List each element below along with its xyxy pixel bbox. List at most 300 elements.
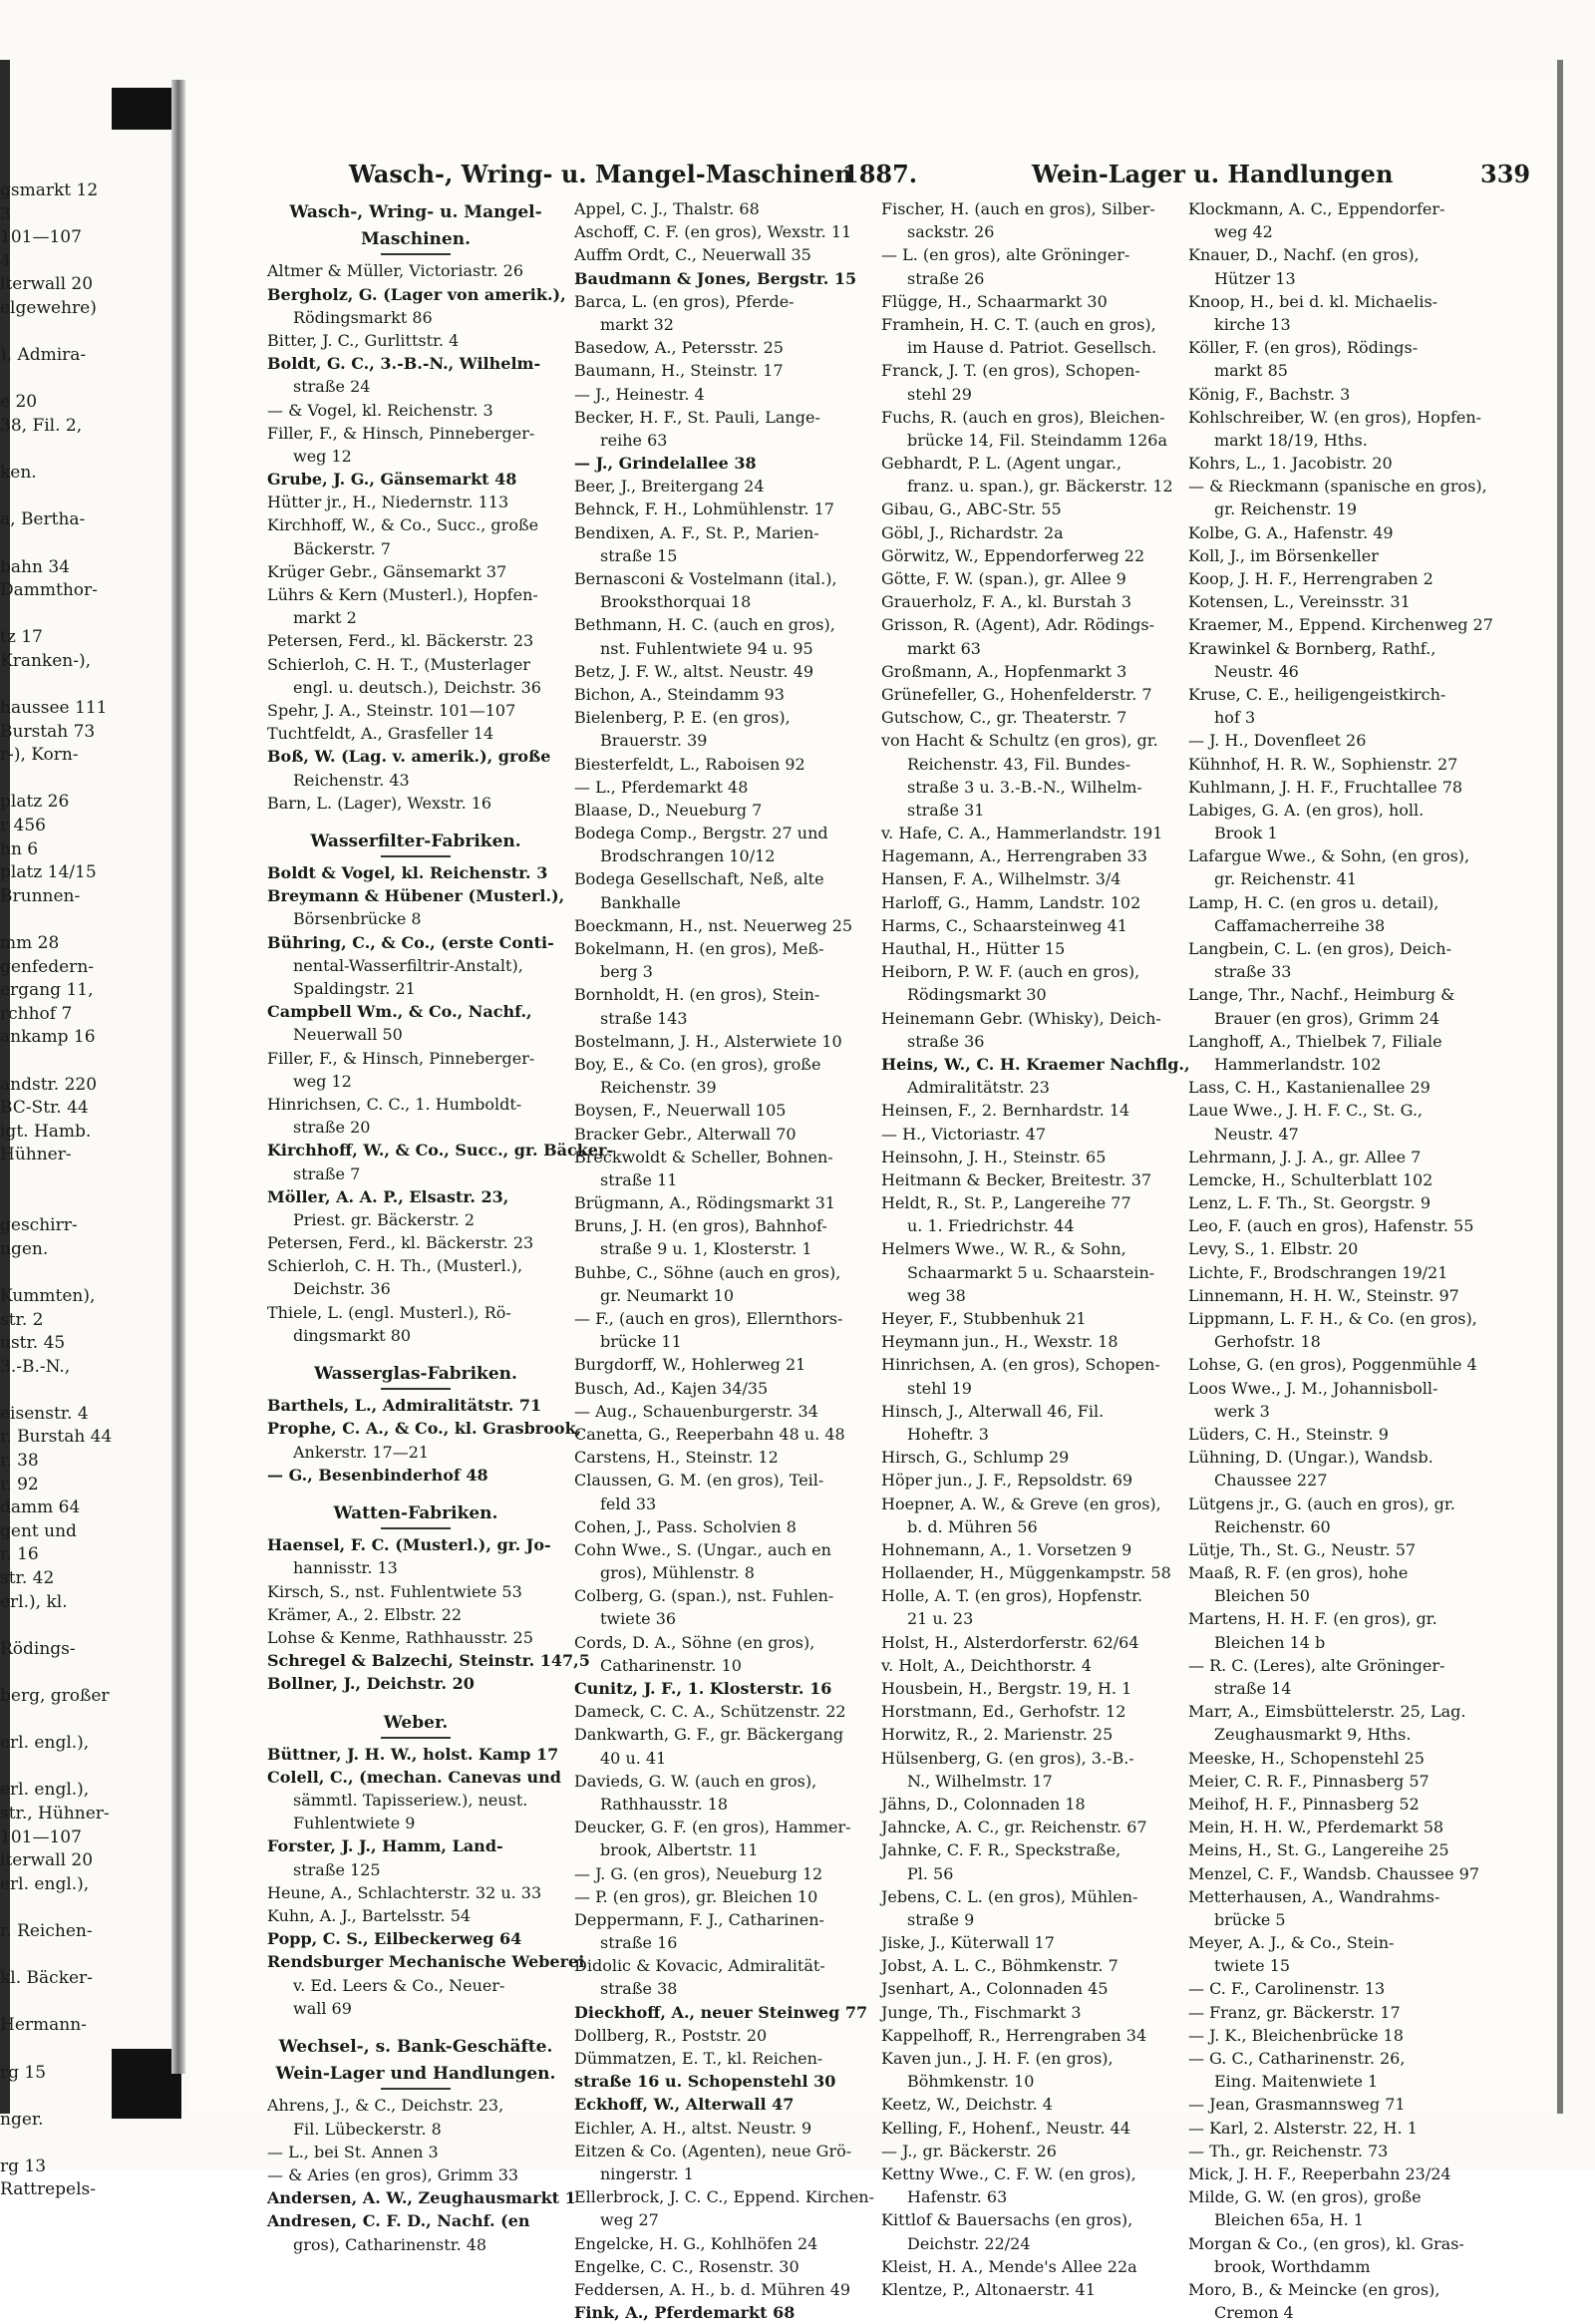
directory-entry: Jiske, J., Küterwall 17 <box>881 1933 1055 1953</box>
directory-entry: Dümmatzen, E. T., kl. Reichen- <box>574 2049 823 2068</box>
directory-entry-continuation: sämmtl. Tapisseriew.), neust. <box>293 1791 528 1811</box>
directory-entry: Hauthal, H., Hütter 15 <box>881 939 1066 958</box>
directory-entry: Hinrichsen, C. C., 1. Humboldt- <box>267 1094 522 1114</box>
previous-page-line: Kranken-), <box>0 650 92 671</box>
directory-entry: Behnck, F. H., Lohmühlenstr. 17 <box>574 499 834 519</box>
directory-entry-continuation: markt 63 <box>907 638 981 658</box>
directory-entry: Kraemer, M., Eppend. Kirchenweg 27 <box>1188 615 1493 635</box>
directory-entry: Jobst, A. L. C., Böhmkenstr. 7 <box>881 1956 1118 1976</box>
directory-entry-continuation: Zeughausmarkt 9, Hths. <box>1214 1725 1412 1745</box>
directory-entry: Petersen, Ferd., kl. Bäckerstr. 23 <box>267 631 534 651</box>
directory-entry-continuation: Brodschrangen 10/12 <box>600 846 776 866</box>
previous-page-line <box>0 2132 174 2156</box>
previous-page-line <box>0 2085 174 2109</box>
section-rule <box>381 253 451 255</box>
directory-entry: Fuchs, R. (auch en gros), Bleichen- <box>881 407 1165 427</box>
directory-entry: Martens, H. H. F. (en gros), gr. <box>1188 1609 1437 1629</box>
directory-entry: Housbein, H., Bergstr. 19, H. 1 <box>881 1679 1132 1698</box>
directory-entry: Lichte, F., Brodschrangen 19/21 <box>1188 1262 1448 1282</box>
directory-entry: — J. K., Bleichenbrücke 18 <box>1188 2025 1404 2045</box>
directory-entry-continuation: berg 3 <box>600 962 653 982</box>
previous-page-line <box>0 1756 174 1780</box>
directory-entry: Campbell Wm., & Co., Nachf., <box>267 1002 532 1022</box>
directory-entry: Kruse, C. E., heiligengeistkirch- <box>1188 684 1446 704</box>
section-heading: Weber. <box>383 1712 449 1733</box>
section-rule <box>381 1388 451 1390</box>
directory-entry-continuation: Bäckerstr. 7 <box>293 538 391 558</box>
directory-entry-continuation: Reichenstr. 60 <box>1214 1516 1331 1536</box>
directory-entry: Hinrichsen, A. (en gros), Schopen- <box>881 1355 1160 1375</box>
directory-entry: Moro, B., & Meincke (en gros), <box>1188 2279 1440 2299</box>
directory-entry: Cohen, J., Pass. Scholvien 8 <box>574 1516 797 1536</box>
directory-entry: Tuchtfeldt, A., Grasfeller 14 <box>267 724 494 744</box>
directory-entry-continuation: straße 9 <box>907 1909 975 1929</box>
directory-entry-continuation: brücke 11 <box>600 1332 682 1352</box>
directory-entry: Knauer, D., Nachf. (en gros), <box>1188 245 1420 265</box>
directory-entry: — J., Grindelallee 38 <box>574 454 757 474</box>
previous-page-line: igt. Hamb. <box>0 1121 92 1142</box>
directory-entry-continuation: straße 24 <box>293 377 371 397</box>
previous-page-line: erl. engl.), <box>0 1780 90 1801</box>
directory-entry: Koll, J., im Börsenkeller <box>1188 545 1379 565</box>
previous-page-line <box>0 532 174 556</box>
directory-entry: Menzel, C. F., Wandsb. Chaussee 97 <box>1188 1863 1480 1883</box>
directory-entry: — J. H., Dovenfleet 26 <box>1188 731 1367 751</box>
directory-entry-continuation: brücke 14, Fil. Steindamm 126a <box>907 430 1168 450</box>
directory-entry: Buhbe, C., Söhne (auch en gros), <box>574 1262 841 1282</box>
directory-entry: — L. (en gros), alte Gröninger- <box>881 245 1130 265</box>
directory-entry: Kotensen, L., Vereinsstr. 31 <box>1188 592 1411 612</box>
directory-entry: Davieds, G. W. (auch en gros), <box>574 1771 817 1791</box>
directory-entry: Kolbe, G. A., Hafenstr. 49 <box>1188 522 1394 542</box>
directory-entry-continuation: Catharinenstr. 10 <box>600 1655 742 1675</box>
directory-entry-continuation: Reichenstr. 43, Fil. Bundes- <box>907 754 1131 774</box>
directory-entry: Eichler, A. H., altst. Neustr. 9 <box>574 2118 812 2138</box>
directory-entry-continuation: straße 3 u. 3.-B.-N., Wilhelm- <box>907 777 1142 797</box>
directory-entry-continuation: Brook 1 <box>1214 824 1278 843</box>
directory-entry-continuation: nental-Wasserfiltrir-Anstalt), <box>293 955 523 975</box>
previous-page-line <box>0 1661 174 1685</box>
directory-entry-continuation: nst. Fuhlentwiete 94 u. 95 <box>600 638 813 658</box>
directory-entry: Linnemann, H. H. W., Steinstr. 97 <box>1188 1285 1459 1305</box>
directory-entry-continuation: straße 26 <box>907 268 985 288</box>
previous-page-line: lterwall 20 <box>0 1850 94 1871</box>
directory-entry: Boß, W. (Lag. v. amerik.), große <box>267 747 551 767</box>
header-left-title: Wasch-, Wring- u. Mangel-Maschinen <box>349 160 852 188</box>
directory-entry: Heymann jun., H., Wexstr. 18 <box>881 1332 1118 1352</box>
directory-entry: Bokelmann, H. (en gros), Meß- <box>574 939 824 958</box>
directory-entry: Bruns, J. H. (en gros), Bahnhof- <box>574 1216 827 1236</box>
directory-entry: Meins, H., St. G., Langereihe 25 <box>1188 1840 1449 1860</box>
directory-entry: Bendixen, A. F., St. P., Marien- <box>574 522 819 542</box>
directory-entry: Lippmann, L. F. H., & Co. (en gros), <box>1188 1309 1477 1328</box>
previous-page-line <box>0 908 174 932</box>
directory-entry: Bichon, A., Steindamm 93 <box>574 684 785 704</box>
previous-page-line: genfedern- <box>0 956 95 977</box>
section-spacer <box>267 1347 564 1359</box>
directory-entry: Krämer, A., 2. Elbstr. 22 <box>267 1604 463 1624</box>
directory-entry: Engelcke, H. G., Kohlhöfen 24 <box>574 2233 818 2253</box>
directory-entry: Barca, L. (en gros), Pferde- <box>574 291 795 311</box>
directory-entry: Kleist, H. A., Mende's Allee 22a <box>881 2256 1137 2276</box>
previous-page-line: damm 64 <box>0 1497 81 1518</box>
directory-entry: Großmann, A., Hopfenmarkt 3 <box>881 661 1127 681</box>
directory-entry: Loos Wwe., J. M., Johannisboll- <box>1188 1378 1438 1398</box>
directory-entry: Gutschow, C., gr. Theaterstr. 7 <box>881 708 1127 728</box>
directory-entry: Appel, C. J., Thalstr. 68 <box>574 199 760 218</box>
directory-entry-continuation: b. d. Mühren 56 <box>907 1516 1038 1536</box>
section-heading: Wechsel-, s. Bank-Geschäfte. <box>278 2036 553 2057</box>
directory-entry: Kirsch, S., nst. Fuhlentwiete 53 <box>267 1581 522 1601</box>
directory-entry: — L., Pferdemarkt 48 <box>574 777 749 797</box>
directory-entry-continuation: markt 2 <box>293 608 357 628</box>
directory-entry: — L., bei St. Annen 3 <box>267 2142 439 2161</box>
directory-entry-continuation: Fuhlentwiete 9 <box>293 1814 416 1833</box>
directory-entry: Kohrs, L., 1. Jacobistr. 20 <box>1188 454 1393 474</box>
previous-page-line: rchhof 7 <box>0 1003 73 1024</box>
previous-page-line: Rödings- <box>0 1638 76 1659</box>
directory-entry: Bitter, J. C., Gurlittstr. 4 <box>267 330 460 350</box>
directory-entry: Cunitz, J. F., 1. Klosterstr. 16 <box>574 1679 832 1698</box>
section-rule <box>381 2088 451 2090</box>
directory-entry: — Franz, gr. Bäckerstr. 17 <box>1188 2002 1401 2022</box>
directory-entry-continuation: Neustr. 46 <box>1214 661 1299 681</box>
directory-entry-continuation: u. 1. Friedrichstr. 44 <box>907 1216 1075 1236</box>
directory-entry: Jahnke, C. F. R., Speckstraße, <box>881 1840 1121 1860</box>
directory-entry: Heldt, R., St. P., Langereihe 77 <box>881 1193 1131 1213</box>
directory-entry: Heinsohn, J. H., Steinstr. 65 <box>881 1147 1107 1166</box>
directory-entry: Lühning, D. (Ungar.), Wandsb. <box>1188 1448 1434 1468</box>
directory-entry: Deppermann, F. J., Catharinen- <box>574 1909 824 1929</box>
directory-entry: — J., Heinestr. 4 <box>574 384 705 404</box>
directory-entry: Mick, J. H. F., Reeperbahn 23/24 <box>1188 2163 1451 2183</box>
directory-entry: straße 16 u. Schopenstehl 30 <box>574 2072 836 2092</box>
directory-entry: Kohlschreiber, W. (en gros), Hopfen- <box>1188 407 1482 427</box>
directory-entry-continuation: feld 33 <box>600 1494 657 1513</box>
directory-entry: Beer, J., Breitergang 24 <box>574 477 765 497</box>
directory-entry: — R. C. (Leres), alte Gröninger- <box>1188 1655 1445 1675</box>
directory-entry: Bracker Gebr., Alterwall 70 <box>574 1124 797 1144</box>
directory-entry: Schierloh, C. H. T., (Musterlager <box>267 654 530 674</box>
directory-entry: Heyer, F., Stubbenhuk 21 <box>881 1309 1087 1328</box>
directory-entry: Flügge, H., Schaarmarkt 30 <box>881 291 1108 311</box>
previous-page-line: erl. engl.), <box>0 1873 90 1894</box>
previous-page-line: r. Burstah 44 <box>0 1427 113 1448</box>
previous-page-line <box>0 1167 174 1191</box>
directory-entry-continuation: straße 20 <box>293 1118 371 1138</box>
directory-entry: Engelke, C. C., Rosenstr. 30 <box>574 2256 799 2276</box>
previous-page-line: berg, großer <box>0 1686 110 1706</box>
previous-page-line: str., Hühner- <box>0 1803 110 1824</box>
directory-entry-continuation: im Hause d. Patriot. Gesellsch. <box>907 338 1157 358</box>
previous-page-line: gent und <box>0 1520 77 1541</box>
previous-page-line: Brunnen- <box>0 885 81 906</box>
directory-entry-continuation: Priest. gr. Bäckerstr. 2 <box>293 1209 476 1229</box>
section-heading: Wasserfilter-Fabriken. <box>310 830 521 851</box>
directory-entry: Helmers Wwe., W. R., & Sohn, <box>881 1239 1126 1259</box>
directory-entry: Schregel & Balzechi, Steinstr. 147,5 <box>267 1651 590 1671</box>
previous-page-line: gsmarkt 12 <box>0 180 99 200</box>
directory-entry: Bollner, J., Deichstr. 20 <box>267 1674 475 1694</box>
directory-entry: v. Holt, A., Deichthorstr. 4 <box>881 1655 1093 1675</box>
directory-entry: Prophe, C. A., & Co., kl. Grasbrook, <box>267 1419 582 1439</box>
directory-entry: Basedow, A., Petersstr. 25 <box>574 338 784 358</box>
directory-entry: Breymann & Hübener (Musterl.), <box>267 886 565 906</box>
directory-entry: Keetz, W., Deichstr. 4 <box>881 2095 1053 2115</box>
previous-page-line: r. 38 <box>0 1451 39 1472</box>
directory-entry: Labiges, G. A. (en gros), holl. <box>1188 800 1425 820</box>
directory-entry: Carstens, H., Steinstr. 12 <box>574 1448 779 1468</box>
directory-entry-continuation: Deichstr. 36 <box>293 1279 391 1299</box>
directory-entry-continuation: Hoheftr. 3 <box>907 1424 989 1444</box>
directory-entry: Metterhausen, A., Wandrahms- <box>1188 1886 1440 1906</box>
previous-page-line <box>0 368 174 392</box>
directory-entry: Lührs & Kern (Musterl.), Hopfen- <box>267 585 538 605</box>
directory-entry: Junge, Th., Fischmarkt 3 <box>881 2002 1082 2022</box>
directory-entry-continuation: Hammerlandstr. 102 <box>1214 1054 1382 1074</box>
previous-page-line: r-), Korn- <box>0 745 79 766</box>
directory-entry: Heune, A., Schlachterstr. 32 u. 33 <box>267 1882 542 1902</box>
directory-entry: Heinemann Gebr. (Whisky), Deich- <box>881 1008 1161 1028</box>
previous-page-line <box>0 321 174 345</box>
directory-entry: Lass, C. H., Kastanienallee 29 <box>1188 1078 1431 1098</box>
directory-entry-continuation: straße 14 <box>1214 1679 1292 1698</box>
previous-page-line: ustr. 45 <box>0 1333 66 1354</box>
directory-entry: Krawinkel & Bornberg, Rathf., <box>1188 638 1436 658</box>
previous-page-line: r 456 <box>0 816 46 836</box>
directory-entry-continuation: hannisstr. 13 <box>293 1558 398 1578</box>
directory-entry: Brügmann, A., Rödingsmarkt 31 <box>574 1193 835 1213</box>
previous-page-line: r. 92 <box>0 1474 39 1494</box>
directory-entry: Aschoff, C. F. (en gros), Wexstr. 11 <box>574 222 852 242</box>
directory-entry: Busch, Ad., Kajen 34/35 <box>574 1378 769 1398</box>
section-rule <box>381 1527 451 1529</box>
directory-entry-continuation: werk 3 <box>1214 1401 1270 1421</box>
header-right-title: Wein-Lager u. Handlungen <box>1032 160 1394 188</box>
directory-entry: Biesterfeldt, L., Raboisen 92 <box>574 754 805 774</box>
directory-entry: Andersen, A. W., Zeughausmarkt 1 <box>267 2188 576 2208</box>
directory-entry: — G. C., Catharinenstr. 26, <box>1188 2049 1406 2068</box>
directory-entry: Hütter jr., H., Niedernstr. 113 <box>267 493 509 512</box>
previous-page-line: a, Bertha- <box>0 509 86 530</box>
directory-entry-continuation: dingsmarkt 80 <box>293 1325 412 1345</box>
section-spacer <box>267 815 564 827</box>
previous-page-line: mm 28 <box>0 933 60 953</box>
previous-page-line: 101—107 <box>0 1826 82 1847</box>
directory-entry-continuation: Börsenbrücke 8 <box>293 909 422 929</box>
directory-entry: Bergholz, G. (Lager von amerik.), <box>267 284 566 304</box>
column-3 <box>881 197 1190 2301</box>
directory-entry: Ellerbrock, J. C. C., Eppend. Kirchen- <box>574 2187 875 2207</box>
directory-entry: — C. F., Carolinenstr. 13 <box>1188 1979 1386 1999</box>
directory-entry: Eitzen & Co. (Agenten), neue Grö- <box>574 2141 852 2160</box>
directory-entry: Lenz, L. F. Th., St. Georgstr. 9 <box>1188 1193 1432 1213</box>
directory-entry: Burgdorff, W., Hohlerweg 21 <box>574 1355 806 1375</box>
directory-entry: Hirsch, G., Schlump 29 <box>881 1448 1070 1468</box>
section-spacer <box>267 1487 564 1498</box>
directory-entry: Lütgens jr., G. (auch en gros), gr. <box>1188 1494 1455 1513</box>
previous-page-line <box>0 1261 174 1285</box>
previous-page-line: bahn 34 <box>0 556 70 577</box>
directory-entry: Kettny Wwe., C. F. W. (en gros), <box>881 2163 1136 2183</box>
previous-page-line: 3.-B.-N., <box>0 1356 71 1377</box>
directory-entry: Kühnhof, H. R. W., Sophienstr. 27 <box>1188 754 1458 774</box>
directory-entry: Jahncke, A. C., gr. Reichenstr. 67 <box>881 1818 1147 1837</box>
directory-entry-continuation: Hafenstr. 63 <box>907 2187 1008 2207</box>
previous-page-line: str. 42 <box>0 1568 55 1589</box>
directory-entry: von Hacht & Schultz (en gros), gr. <box>881 731 1158 751</box>
directory-entry-continuation: Rathhausstr. 18 <box>600 1794 729 1814</box>
directory-entry: Barthels, L., Admiralitätstr. 71 <box>267 1396 542 1416</box>
previous-page-line: 101—107 <box>0 227 82 248</box>
directory-entry: Didolic & Kovacic, Admiralität- <box>574 1956 825 1976</box>
directory-entry: Gibau, G., ABC-Str. 55 <box>881 499 1062 519</box>
directory-entry-continuation: Schaarmarkt 5 u. Schaarstein- <box>907 1262 1155 1282</box>
directory-entry-continuation: weg 42 <box>1214 222 1273 242</box>
section-heading: Maschinen. <box>360 229 472 250</box>
directory-entry: Heins, W., C. H. Kraemer Nachflg., <box>881 1054 1190 1074</box>
directory-entry: Köller, F. (en gros), Rödings- <box>1188 338 1419 358</box>
previous-page-line: rg 15 <box>0 2062 47 2083</box>
directory-entry: Baudmann & Jones, Bergstr. 15 <box>574 268 857 288</box>
directory-entry: Grauerholz, F. A., kl. Burstah 3 <box>881 592 1132 612</box>
previous-page-line: Kummten), <box>0 1285 96 1306</box>
previous-page-line: e 20 <box>0 392 38 413</box>
section-rule <box>381 855 451 857</box>
directory-entry: Hollaender, H., Müggenkampstr. 58 <box>881 1563 1171 1583</box>
previous-page-line: Hermann- <box>0 2015 87 2036</box>
directory-entry: Horwitz, R., 2. Marienstr. 25 <box>881 1725 1114 1745</box>
directory-entry-continuation: wall 69 <box>293 1998 352 2018</box>
directory-entry: Boysen, F., Neuerwall 105 <box>574 1101 787 1121</box>
directory-entry: Kelling, F., Hohenf., Neustr. 44 <box>881 2118 1131 2138</box>
page-number: 339 <box>1480 160 1531 188</box>
directory-entry: — P. (en gros), gr. Bleichen 10 <box>574 1886 818 1906</box>
directory-entry-continuation: Böhmkenstr. 10 <box>907 2072 1035 2092</box>
directory-entry-continuation: Caffamacherreihe 38 <box>1214 915 1386 935</box>
directory-entry: Filler, F., & Hinsch, Pinneberger- <box>267 423 535 443</box>
directory-entry: Colberg, G. (span.), nst. Fuhlen- <box>574 1586 834 1606</box>
directory-entry: Thiele, L. (engl. Musterl.), Rö- <box>267 1302 511 1322</box>
section-heading: Wein-Lager und Handlungen. <box>275 2064 556 2085</box>
directory-entry: Milde, G. W. (en gros), große <box>1188 2187 1422 2207</box>
directory-entry: Framhein, H. C. T. (auch en gros), <box>881 314 1156 334</box>
directory-entry: Götte, F. W. (span.), gr. Allee 9 <box>881 569 1126 588</box>
directory-entry: Heiborn, P. W. F. (auch en gros), <box>881 962 1140 982</box>
previous-page-line: Hühner- <box>0 1145 72 1165</box>
previous-page-line <box>0 673 174 697</box>
directory-entry: Kirchhoff, W., & Co., Succ., große <box>267 515 539 535</box>
directory-entry-continuation: Hützer 13 <box>1214 268 1296 288</box>
directory-entry: Bethmann, H. C. (auch en gros), <box>574 615 835 635</box>
directory-entry: Rendsburger Mechanische Weberei <box>267 1952 585 1972</box>
directory-entry: Leo, F. (auch en gros), Hafenstr. 55 <box>1188 1216 1474 1236</box>
right-page-edge <box>1557 60 1563 2114</box>
directory-entry: Levy, S., 1. Elbstr. 20 <box>1188 1239 1359 1259</box>
previous-page-line: str. 2 <box>0 1309 44 1330</box>
column-2 <box>574 197 875 2324</box>
previous-page-line: Rattrepels- <box>0 2179 97 2200</box>
directory-entry: — & Aries (en gros), Grimm 33 <box>267 2164 519 2184</box>
directory-entry: Meier, C. R. F., Pinnasberg 57 <box>1188 1771 1430 1791</box>
directory-entry: — & Rieckmann (spanische en gros), <box>1188 477 1487 497</box>
directory-entry: Breckwoldt & Scheller, Bohnen- <box>574 1147 833 1166</box>
directory-entry: Franck, J. T. (en gros), Schopen- <box>881 361 1140 381</box>
directory-entry: Hohnemann, A., 1. Vorsetzen 9 <box>881 1539 1132 1559</box>
directory-entry: Boy, E., & Co. (en gros), große <box>574 1054 821 1074</box>
directory-entry: Lehrmann, J. J. A., gr. Allee 7 <box>1188 1147 1422 1166</box>
directory-entry-continuation: straße 33 <box>1214 962 1292 982</box>
directory-entry: Görwitz, W., Eppendorferweg 22 <box>881 545 1145 565</box>
previous-page-line <box>0 603 174 627</box>
directory-entry-continuation: stehl 29 <box>907 384 972 404</box>
directory-entry: — & Vogel, kl. Reichenstr. 3 <box>267 400 493 420</box>
directory-entry: Lüders, C. H., Steinstr. 9 <box>1188 1424 1389 1444</box>
directory-entry: Cords, D. A., Söhne (en gros), <box>574 1632 815 1652</box>
section-spacer <box>267 2020 564 2032</box>
directory-entry: Gebhardt, P. L. (Agent ungar., <box>881 454 1122 474</box>
directory-entry-continuation: Reichenstr. 39 <box>600 1078 717 1098</box>
directory-entry-continuation: Spaldingstr. 21 <box>293 979 416 999</box>
directory-entry-continuation: Bleichen 50 <box>1214 1586 1310 1606</box>
directory-entry-continuation: reihe 63 <box>600 430 668 450</box>
previous-page-line: elgewehre) <box>0 297 97 318</box>
directory-entry-continuation: Brauerstr. 39 <box>600 731 708 751</box>
previous-page-line: r. 16 <box>0 1544 39 1565</box>
directory-entry-continuation: gr. Reichenstr. 19 <box>1214 499 1358 519</box>
directory-entry: Canetta, G., Reeperbahn 48 u. 48 <box>574 1424 845 1444</box>
directory-entry-continuation: brook, Albertstr. 11 <box>600 1840 759 1860</box>
directory-entry-continuation: kirche 13 <box>1214 314 1291 334</box>
directory-entry: Petersen, Ferd., kl. Bäckerstr. 23 <box>267 1233 534 1253</box>
directory-entry-continuation: straße 36 <box>907 1031 985 1051</box>
previous-page-line: erl.), kl. <box>0 1591 68 1612</box>
directory-entry: Langbein, C. L. (en gros), Deich- <box>1188 939 1451 958</box>
previous-page-line: r. Reichen- <box>0 1920 93 1941</box>
directory-entry: Göbl, J., Richardstr. 2a <box>881 522 1064 542</box>
previous-page-line: BC-Str. 44 <box>0 1098 89 1119</box>
directory-entry: Feddersen, A. H., b. d. Mühren 49 <box>574 2279 851 2299</box>
directory-entry-continuation: straße 125 <box>293 1859 381 1879</box>
directory-entry-continuation: gros), Catharinenstr. 48 <box>293 2234 487 2254</box>
directory-entry: Dameck, C. C. A., Schützenstr. 22 <box>574 1702 846 1722</box>
directory-entry: — Karl, 2. Alsterstr. 22, H. 1 <box>1188 2118 1418 2138</box>
directory-entry-continuation: straße 38 <box>600 1979 678 1999</box>
section-heading: Wasch-, Wring- u. Mangel- <box>289 202 542 222</box>
previous-page-line: Burstah 73 <box>0 721 96 742</box>
previous-page-line: 38, Fil. 2, <box>0 415 83 436</box>
directory-entry: Auffm Ordt, C., Neuerwall 35 <box>574 245 811 265</box>
directory-entry-continuation: twiete 36 <box>600 1609 677 1629</box>
directory-entry: Klentze, P., Altonaerstr. 41 <box>881 2279 1096 2299</box>
directory-entry: Bostelmann, J. H., Alsterwiete 10 <box>574 1031 842 1051</box>
directory-entry: v. Hafe, C. A., Hammerlandstr. 191 <box>881 824 1163 843</box>
previous-page-line: 3 <box>0 203 11 224</box>
directory-entry: Meihof, H. F., Pinnasberg 52 <box>1188 1794 1420 1814</box>
previous-page-line <box>0 1709 174 1733</box>
directory-entry: — Th., gr. Reichenstr. 73 <box>1188 2141 1389 2160</box>
directory-entry-continuation: Gerhofstr. 18 <box>1214 1332 1321 1352</box>
directory-entry: Grisson, R. (Agent), Adr. Rödings- <box>881 615 1155 635</box>
directory-entry-continuation: markt 18/19, Hths. <box>1214 430 1368 450</box>
directory-entry: Forster, J. J., Hamm, Land- <box>267 1836 503 1856</box>
directory-entry: Colell, C., (mechan. Canevas und <box>267 1767 561 1787</box>
section-rule <box>381 1737 451 1739</box>
directory-entry: Lohse, G. (en gros), Poggenmühle 4 <box>1188 1355 1477 1375</box>
directory-entry-continuation: Neustr. 47 <box>1214 1124 1299 1144</box>
previous-page-line <box>0 768 174 792</box>
directory-entry: Holst, H., Alsterdorferstr. 62/64 <box>881 1632 1139 1652</box>
